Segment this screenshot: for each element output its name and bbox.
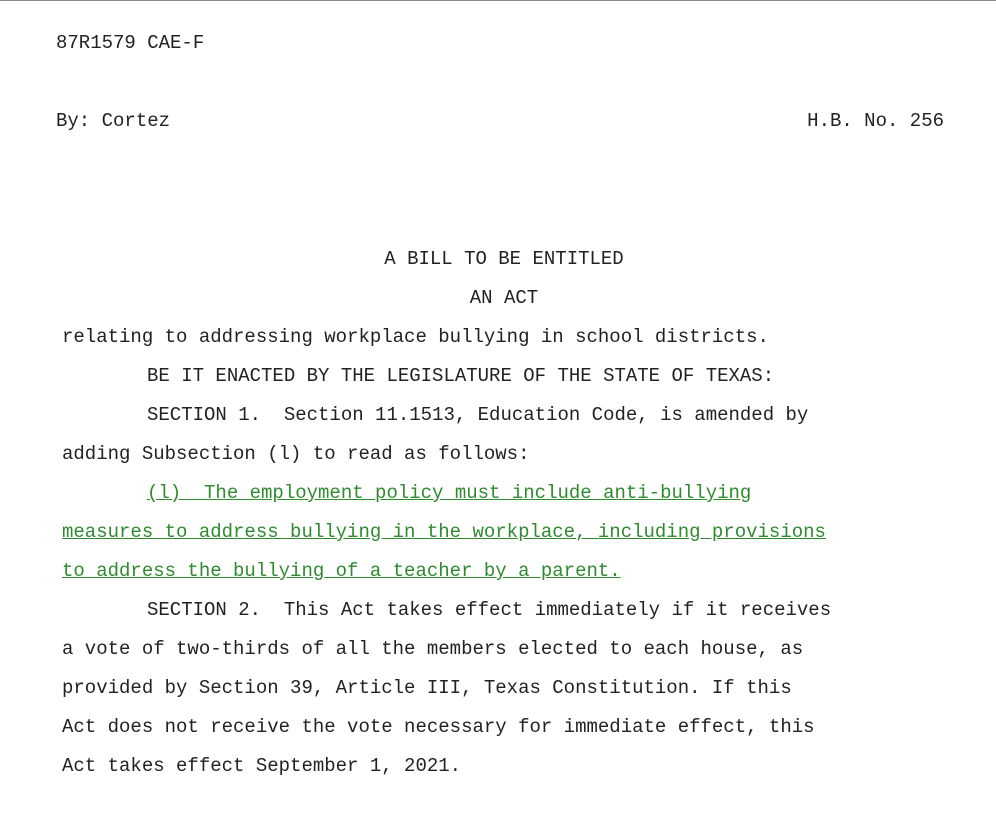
section-2-line: SECTION 2. This Act takes effect immediately if it receives [147,599,832,621]
relating-clause: relating to addressing workplace bullying in school districts. [62,326,769,348]
inserted-subsection-line [62,560,621,582]
drafter-code: 87R1579 CAE-F [56,32,205,54]
inserted-text: to address the bullying of a teacher by a parent. [62,560,621,582]
inserted-text: measures to address bullying in the workplace, including provisions [62,521,826,543]
act-heading: AN ACT [469,287,539,309]
section-2-line: Act takes effect September 1, 2021. [62,755,462,777]
bill-author: By: Cortez [56,110,171,132]
bill-caption-heading: A BILL TO BE ENTITLED [384,248,624,270]
inserted-subsection-line [147,482,751,504]
inserted-subsection-line [62,521,826,543]
section-1-line: adding Subsection (l) to read as follows: [62,443,530,465]
top-border-rule [0,0,996,1]
section-2-line: Act does not receive the vote necessary for immediate effect, this [62,716,815,738]
section-2-line: provided by Section 39, Article III, Texas Constitution. If this [62,677,792,699]
section-1-line: SECTION 1. Section 11.1513, Education Code, is amended by [147,404,809,426]
section-2-line: a vote of two-thirds of all the members elected to each house, as [62,638,804,660]
bill-number: H.B. No. 256 [807,110,944,132]
enacting-clause: BE IT ENACTED BY THE LEGISLATURE OF THE STATE OF TEXAS: [147,365,775,387]
inserted-text: (l) The employment policy must include anti-bullying [147,482,752,504]
